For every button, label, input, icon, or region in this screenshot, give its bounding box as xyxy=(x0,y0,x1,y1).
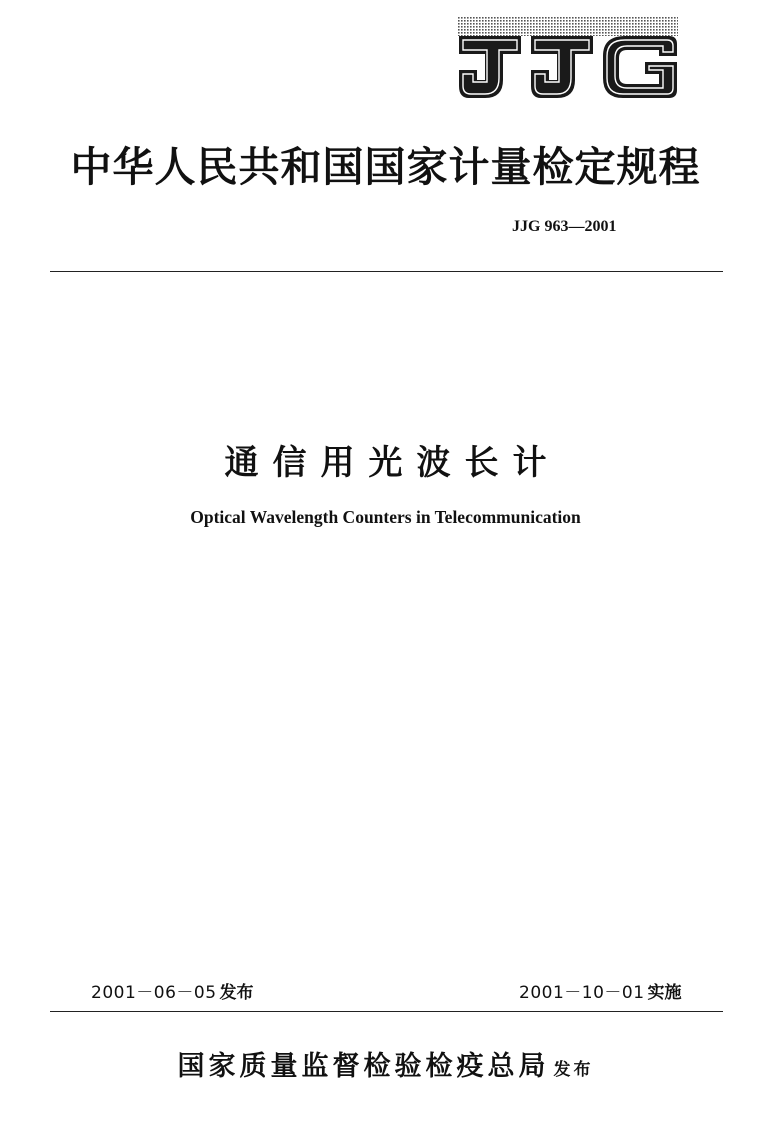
implementation-date: 2001－10－01 xyxy=(519,983,645,1003)
publisher-line xyxy=(0,1044,771,1083)
publisher-name: 国家质量监督检验检疫总局 xyxy=(177,1051,550,1082)
issue-label: 发布 xyxy=(219,983,254,1003)
standard-code: JJG 963—2001 xyxy=(512,218,617,235)
issue-date: 2001－06－05 xyxy=(91,983,217,1003)
document-title-english: Optical Wavelength Counters in Telecommunication xyxy=(190,507,581,527)
jjg-logo xyxy=(455,14,680,100)
document-title-chinese: 通信用光波长计 xyxy=(224,443,561,483)
top-divider xyxy=(50,271,723,272)
publisher-suffix: 发布 xyxy=(553,1060,594,1080)
implementation-label: 实施 xyxy=(647,983,682,1003)
bottom-divider xyxy=(50,1011,723,1012)
organization-title: 中华人民共和国国家计量检定规程 xyxy=(70,143,701,191)
implementation-date-block xyxy=(519,978,682,1003)
issue-date-block xyxy=(91,978,254,1003)
